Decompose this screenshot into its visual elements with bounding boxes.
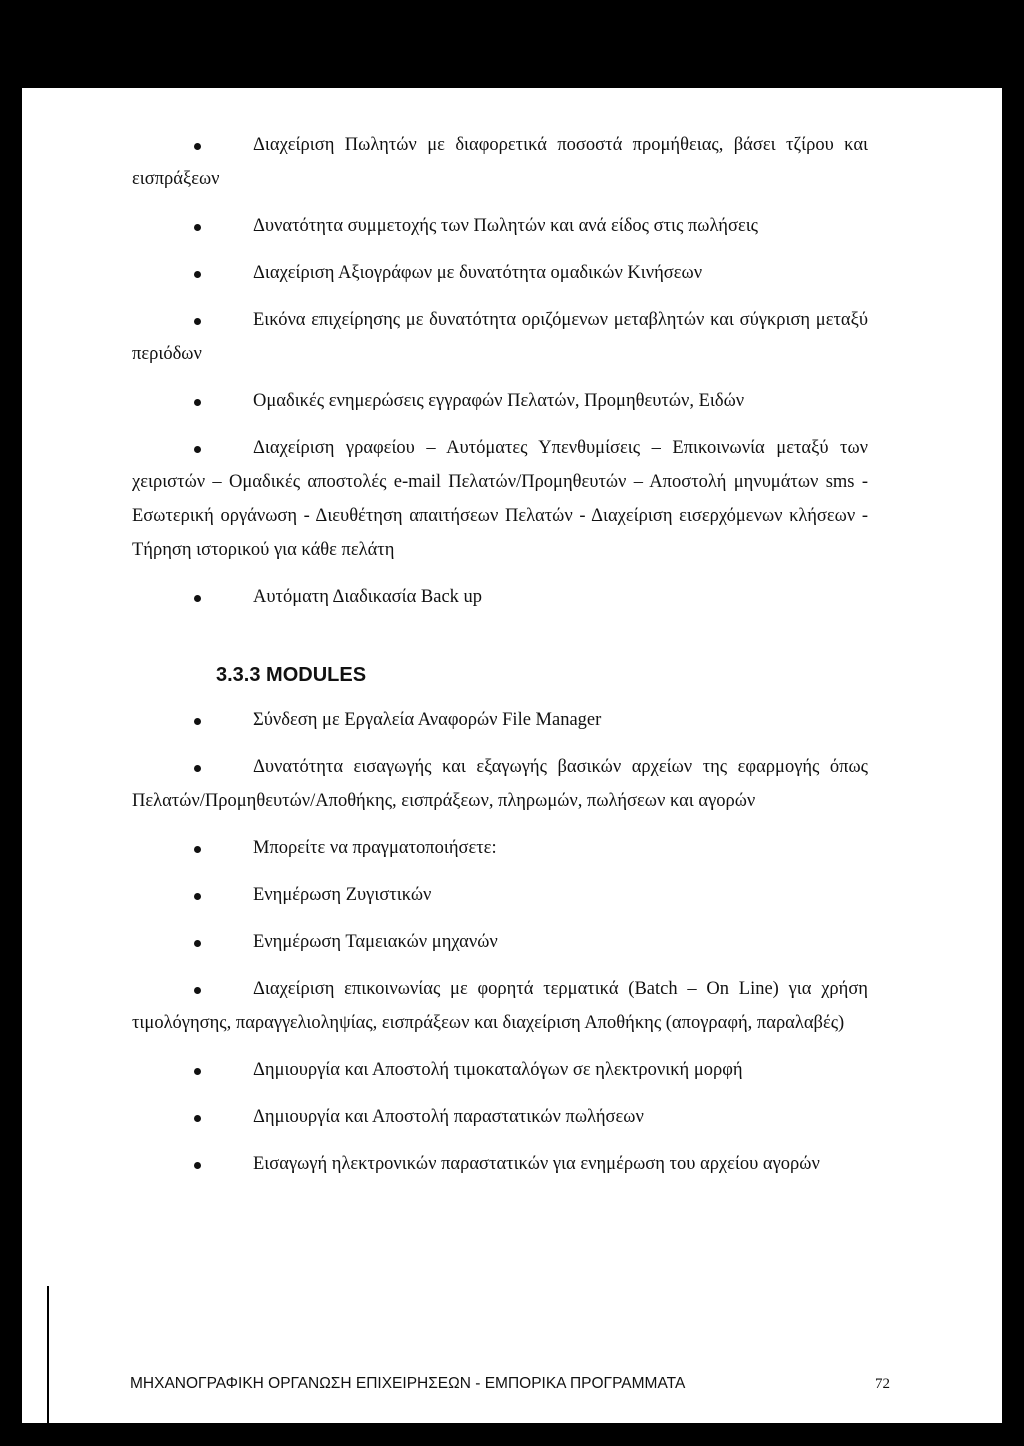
list-item: Δημιουργία και Αποστολή παραστατικών πωλήσεων <box>132 1100 868 1134</box>
bullet-icon <box>194 399 201 406</box>
list-item: Διαχείριση Αξιογράφων με δυνατότητα ομαδικών Κινήσεων <box>132 256 868 290</box>
bullet-icon <box>194 765 201 772</box>
section-heading: 3.3.3 MODULES <box>216 664 367 686</box>
bullet-icon <box>194 143 201 150</box>
list-item: Διαχείριση γραφείου – Αυτόματες Υπενθυμίσεις – Επικοινωνία μεταξύ των χειριστών – Ομαδικές αποστολές e-mail Πελατών/Προμηθευτών – Αποστολή μηνυμάτων sms - Εσωτερική οργάνωση - Διευθέτηση απαιτήσεων Πελατών - Διαχείριση εισερχόμενων κλήσεων - Τήρηση ιστορικού για κάθε πελάτη <box>132 438 868 560</box>
list-item: Σύνδεση με Εργαλεία Αναφορών File Manager <box>132 703 868 737</box>
bullet-icon <box>194 987 201 994</box>
list-item: Μπορείτε να πραγματοποιήσετε: <box>132 831 868 865</box>
list-item: Ενημέρωση Ταμειακών μηχανών <box>132 925 868 959</box>
list-item: Αυτόματη Διαδικασία Back up <box>132 580 868 614</box>
bullet-icon <box>194 446 201 453</box>
margin-rule <box>47 1286 49 1436</box>
document-page <box>22 88 1002 1423</box>
bullet-icon <box>194 1162 201 1169</box>
list-item: Δυνατότητα εισαγωγής και εξαγωγής βασικών αρχείων της εφαρμογής όπως Πελατών/Προμηθευτών/Αποθήκης, εισπράξεων, πληρωμών, πωλήσεων και αγορών <box>132 757 868 811</box>
list-item: Εικόνα επιχείρησης με δυνατότητα οριζόμενων μεταβλητών και σύγκριση μεταξύ περιόδων <box>132 310 868 364</box>
page-number: 72 <box>875 1375 890 1392</box>
list-item: Δυνατότητα συμμετοχής των Πωλητών και ανά είδος στις πωλήσεις <box>132 209 868 243</box>
bullet-icon <box>194 318 201 325</box>
bullet-icon <box>194 940 201 947</box>
bullet-icon <box>194 1068 201 1075</box>
bullet-icon <box>194 271 201 278</box>
page-footer <box>130 1375 890 1393</box>
list-item: Διαχείριση επικοινωνίας με φορητά τερματικά (Batch – On Line) για χρήση τιμολόγησης, παραγγελιοληψίας, εισπράξεων και διαχείριση Αποθήκης (απογραφή, παραλαβές) <box>132 979 868 1033</box>
bullet-icon <box>194 893 201 900</box>
bullet-icon <box>194 595 201 602</box>
list-item: Ομαδικές ενημερώσεις εγγραφών Πελατών, Προμηθευτών, Ειδών <box>132 384 868 418</box>
list-item: Ενημέρωση Ζυγιστικών <box>132 878 868 912</box>
page-content <box>132 128 868 1181</box>
bullet-icon <box>194 1115 201 1122</box>
bullet-icon <box>194 846 201 853</box>
list-item: Διαχείριση Πωλητών με διαφορετικά ποσοστά προμήθειας, βάσει τζίρου και εισπράξεων <box>132 135 868 189</box>
list-item: Δημιουργία και Αποστολή τιμοκαταλόγων σε ηλεκτρονική μορφή <box>132 1053 868 1087</box>
bullet-icon <box>194 718 201 725</box>
list-item: Εισαγωγή ηλεκτρονικών παραστατικών για ενημέρωση του αρχείου αγορών <box>132 1147 868 1181</box>
bullet-icon <box>194 224 201 231</box>
footer-title: ΜΗΧΑΝΟΓΡΑΦΙΚΗ ΟΡΓΑΝΩΣΗ ΕΠΙΧΕΙΡΗΣΕΩΝ - ΕΜΠΟΡΙΚΑ ΠΡΟΓΡΑΜΜΑΤΑ <box>130 1375 686 1392</box>
